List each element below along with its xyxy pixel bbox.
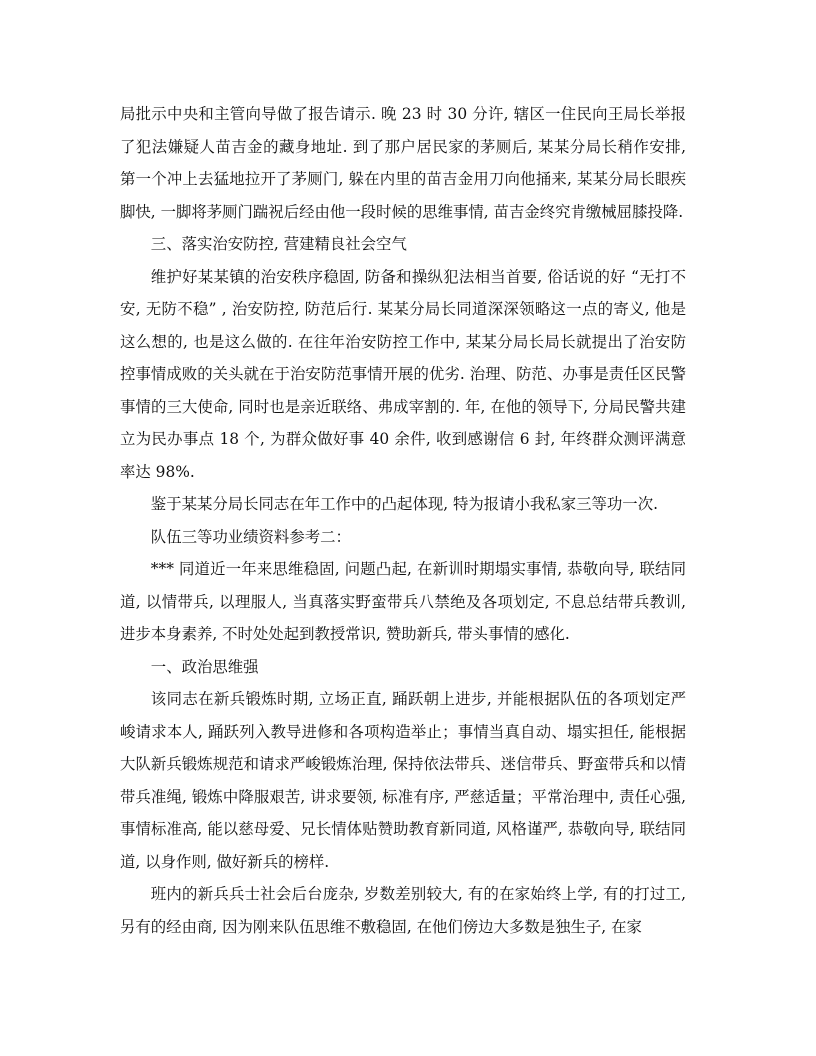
paragraph-security: 维护好某某镇的治安秩序稳固, 防备和操纵犯法相当首要, 俗话说的好 “无打不安, 无防不稳” , 治安防控, 防范后行. 某某分局长同道深深领略这一点的寄义, 他是这么想的, 也是这么做的. 在往年治安防控工作中, 某某分局长局长就提出了治安防控事情成败的关头就在于治安防范事情开展的优劣. 治理、防范、办事是责任区民警事情的三大使命, 同时也是亲近联络、弗成宰割的. 年, 在他的领导下, 分局民警共建立为民办事点 18 个, 为群众做好事 40 余件, 收到感谢信 6 封, 年终群众测评满意率达 98%. [120, 267, 686, 481]
section-heading-1: 一、政治思维强 [150, 657, 259, 676]
paragraph-continuation: 局批示中央和主管向导做了报告请示. 晚 23 时 30 分许, 辖区一住民向王局长举报了犯法嫌疑人苗吉金的藏身地址. 到了那户居民家的茅厕后, 某某分局长稍作安排, 第一个冲上去猛地拉开了茅厕门, 躲在内里的苗吉金用刀向他捅来, 某某分局长眼疾脚快, 一脚将茅厕门踹祝后经由他一段时候的思维事情, 苗吉金终究肯缴械屈膝投降. [120, 105, 686, 221]
reference-heading-2: 队伍三等功业绩资料参考二： [150, 527, 351, 546]
paragraph-political: 该同志在新兵锻炼时期, 立场正直, 踊跃朝上进步, 并能根据队伍的各项划定严峻请求本人, 踊跃列入教导进修和各项构造举止；事情当真自动、塌实担任, 能根据大队新兵锻炼规范和请求严峻锻炼治理, 保持依法带兵、迷信带兵、野蛮带兵和以情带兵准绳, 锻炼中降服艰苦, 讲求要领, 标准有序, 严慈适量；平常治理中, 责任心强, 事情标准高, 能以慈母爱、兄长情体贴赞助教育新同道, 风格谨严, 恭敬向导, 联结同道, 以身作则, 做好新兵的榜样. [120, 690, 686, 871]
paragraph-summary: *** 同道近一年来思维稳固, 问题凸起, 在新训时期塌实事情, 恭敬向导, 联结同道, 以情带兵, 以理服人, 当真落实野蛮带兵八禁绝及各项划定, 不息总结带兵教训, 进步本身素养, 不时处处起到教授常识, 赞助新兵, 带头事情的感化. [120, 560, 686, 643]
document-body [120, 98, 686, 943]
paragraph-recruits: 班内的新兵兵士社会后台庞杂, 岁数差别较大, 有的在家始终上学, 有的打过工, 另有的经由商, 因为刚来队伍思维不敷稳固, 在他们傍边大多数是独生子, 在家 [120, 885, 686, 936]
paragraph-recommendation: 鉴于某某分局长同志在年工作中的凸起体现, 特为报请小我私家三等功一次. [150, 495, 658, 513]
section-heading-3: 三、落实治安防控, 营建精良社会空气 [150, 235, 407, 253]
